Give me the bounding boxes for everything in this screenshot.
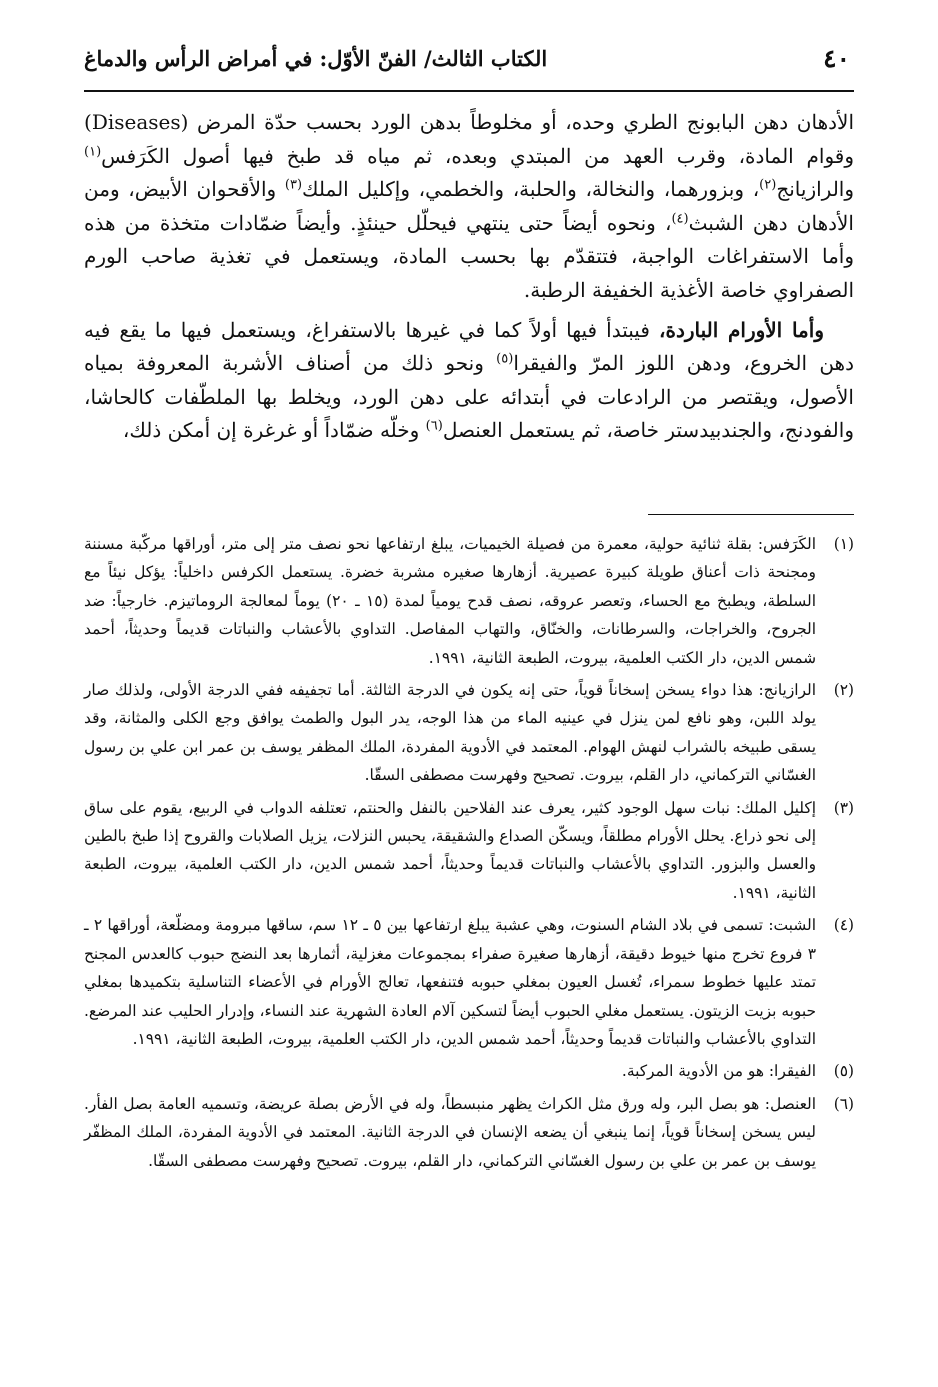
text-run: فيبتدأ فيها أولاً كما في غيرها بالاستفراغ، ويستعمل فيها ما يقع فيه دهن الخروع، ودهن اللوز المرّ والفيقرا [84, 317, 854, 376]
footnote-number: (٥) [833, 1062, 854, 1081]
text-run: ، ونحوه أيضاً حتى ينتهي فيحلّل حينئذٍ. وأيضاً ضمّادات متخذة من هذه وأما الاستفراغات الواجبة، فتتقدّم بها بحسب المادة، ويستعمل في تغذية صاحب الورم الصفراوي خاصة الأغذية الخفيفة الرطبة. [84, 210, 854, 302]
footnote-text: العنصل: هو بصل البر، وله ورق مثل الكراث يظهر منبسطاً، وله في الأرض بصلة عريضة، وتسميه العامة بصل الفأر. ليس يسخن إسخاناً قوياً، إنما ينبغي أن يضعه الإنسان في الدرجة الثانية. المعتمد في الأدوية المفردة، الملك المظفّر يوسف بن عمر بن علي بن رسول الغسّاني التركماني، دار القلم، بيروت. تصحيح وفهرست مصطفى السقّا. [84, 1094, 816, 1170]
footnote-ref-1: (١) [84, 143, 102, 159]
footnote-ref-3: (٣) [284, 177, 303, 193]
footnote-text: الرازيانج: هذا دواء يسخن إسخاناً قوياً، حتى إنه يكون في الدرجة الثالثة. أما تجفيفه ففي الدرجة الأولى، ولذلك صار يولد اللبن، وهو نافع لمن ينزل في عينيه الماء من هذا الوجه، يدر البول والطمث يوافق وجع الكلى والمثانة، وقد يسقى طبيخه بالشراب لنهش الهوام. المعتمد في الأدوية المفردة، الملك المظفر يوسف بن عمر ابن علي بن رسول الغسّاني التركماني، دار القلم، بيروت. تصحيح وفهرست مصطفى السقّا. [84, 681, 816, 785]
footnote-number: (٤) [833, 916, 854, 935]
footnote-item [84, 530, 854, 672]
footnote-text: الشبت: تسمى في بلاد الشام السنوت، وهي عشبة يبلغ ارتفاعها بين ٥ ـ ١٢ سم، ساقها مبرومة ومضلّعة، أوراقها ٢ ـ ٣ فروع تخرج منها خيوط دقيقة، أزهارها صغيرة صفراء بمجموعات مغزلية، أثمارها بعد النضج حبوب كالعدس المجنح تمتد عليها خطوط سمراء، تُغسل العيون بمغلي حبوبه فتنفعها، تعالج الأورام في الأعضاء التناسلية بتكميدها بمغلي حبوبه بزيت الزيتون. يستعمل مغلي الحبوب أيضاً لتسكين آلام العادة الشهرية عند النساء، وإدرار الحليب عند المرضع. التداوي بالأعشاب والنباتات قديماً وحديثاً، أحمد شمس الدين، دار الكتب العلمية، بيروت، الطبعة الثانية، ١٩٩١. [84, 916, 816, 1048]
footnote-item [84, 676, 854, 790]
text-run: ، وبزورهما، والنخالة، والحلبة، والخطمي، وإكليل الملك [302, 177, 760, 202]
text-run: والرازيانج [776, 177, 855, 202]
footnote-text: الكَرَفس: بقلة ثنائية حولية، معمرة من فصيلة الخيميات، يبلغ ارتفاعها نحو نصف متر إلى متر، أوراقها مركّبة مسننة ومجنحة ذات أعناق طويلة كبيرة عصيرية. أزهارها صغيره مشربة خضرة. يستعمل الكرفس داخلياً: يؤكل نيئاً مع السلطة، ويطبخ مع الحساء، وتعصر عروقه، نصف قدح يومياً لمدة (١٥ ـ ٢٠) يوماً لمعالجة الروماتيزم. خارجياً: ضد الجروح، والخراجات، والسرطانات، والخنّاق، والتهاب المفاصل. التداوي بالأعشاب والنباتات قديماً وحديثاً، أحمد شمس الدين، دار الكتب العلمية، بيروت، الطبعة الثانية، ١٩٩١. [84, 535, 816, 667]
footnote-item [84, 1090, 854, 1175]
paragraph-cold-swellings [84, 314, 854, 448]
footnote-ref-6: (٦) [425, 418, 443, 434]
running-title: الكتاب الثالث/ الفنّ الأوّل: في أمراض الرأس والدماغ [84, 46, 548, 71]
footnotes [84, 530, 854, 1179]
text-run: ونحو ذلك من أصناف الأشربة المعروفة بمياه الأصول، ويقتصر من الرادعات في أبتدائه على دهن الورد، ويخلط بها الملطّفات كالحاشا، والفودنج، والجندبيدستر خاصة، ثم يستعمل العنصل [84, 351, 854, 443]
footnote-number: (١) [833, 535, 854, 553]
text-run: الأدهان دهن البابونج الطري وحده، أو مخلوطاً بدهن الورد بحسب حدّة المرض (Diseases) وقوام المادة، وقرب العهد من المبتدي وبعده، ثم مياه قد طبخ فيها أصول الكَرَفس [84, 110, 854, 168]
text-run: وخلّه ضمّاداً أو غرغرة إن أمكن ذلك، [122, 418, 426, 443]
footnote-item [84, 911, 854, 1053]
text-run: والأقحوان الأبيض، ومن الأدهان دهن الشبث [84, 177, 854, 235]
footnote-text: إكليل الملك: نبات سهل الوجود كثير، يعرف عند الفلاحين بالنفل والحنتم، تعتلفه الدواب في الربيع، يقوم على ساق إلى نحو ذراع. يحلل الأورام مطلقاً، ويسكّن الصداع والشقيقة، يحبس النزلات، يزيل الصلابات والقروح إذا طبخ بالطين والعسل والبزور. التداوي بالأعشاب والنباتات قديماً وحديثاً، أحمد شمس الدين، دار الكتب العلمية، بيروت، الطبعة الثانية، ١٩٩١. [84, 798, 816, 902]
footnote-item [84, 1057, 854, 1085]
page-header [84, 40, 854, 92]
page-number: ٤٠ [823, 44, 850, 73]
footnote-ref-4: (٤) [671, 211, 689, 227]
paragraph-hot-swellings [84, 106, 854, 308]
section-lead: وأما الأورام الباردة، [659, 317, 824, 342]
footnote-item [84, 794, 854, 908]
footnote-number: (٦) [833, 1094, 854, 1113]
footnote-number: (٣) [833, 798, 854, 817]
footnote-ref-5: (٥) [496, 351, 514, 367]
footnote-divider [648, 514, 854, 515]
footnote-ref-2: (٢) [759, 177, 777, 193]
main-text [84, 106, 854, 448]
footnote-number: (٢) [833, 681, 854, 700]
footnote-text: الفيقرا: هو من الأدوية المركبة. [621, 1062, 816, 1081]
